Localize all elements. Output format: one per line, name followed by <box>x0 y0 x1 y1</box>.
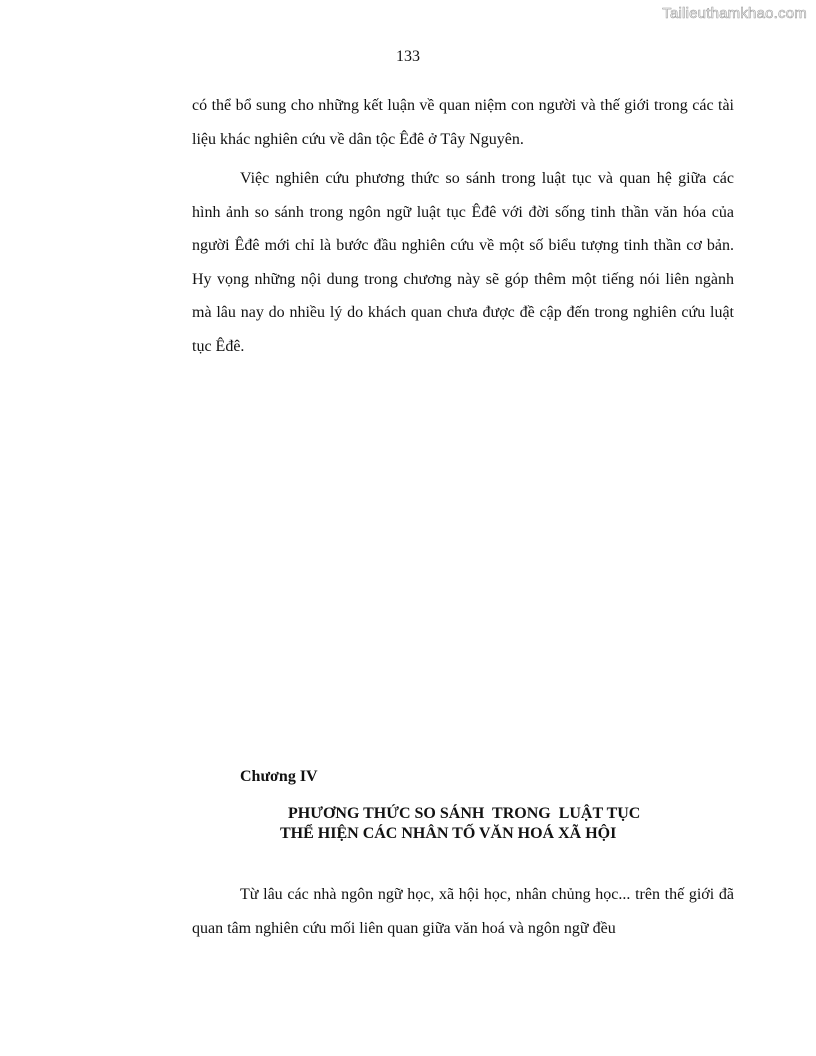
page-number: 133 <box>396 48 420 65</box>
chapter-label: Chương IV <box>240 768 318 785</box>
chapter-title-line-1: PHƯƠNG THỨC SO SÁNH TRONG LUẬT TỤC <box>288 805 641 822</box>
paragraph-chapter-intro: Từ lâu các nhà ngôn ngữ học, xã hội học, nhân chủng học... trên thế giới đã quan tâm nghiên cứu mối liên quan giữa văn hoá và ngôn ngữ đều <box>192 886 734 937</box>
watermark-text: Tailieuthamkhao.com <box>662 5 807 22</box>
chapter-title-line-2: THỂ HIỆN CÁC NHÂN TỐ VĂN HOÁ XÃ HỘI <box>280 825 617 842</box>
paragraph-continuation: có thể bổ sung cho những kết luận về quan niệm con người và thế giới trong các tài liệu khác nghiên cứu về dân tộc Êđê ở Tây Nguyên. <box>192 97 734 148</box>
paragraph-conclusion: Việc nghiên cứu phương thức so sánh trong luật tục và quan hệ giữa các hình ảnh so sánh trong ngôn ngữ luật tục Êđê với đời sống tinh thần văn hóa của người Êđê mới chỉ là bước đầu nghiên cứu về một số biểu tượng tinh thần cơ bản. Hy vọng những nội dung trong chương này sẽ góp thêm một tiếng nói liên ngành mà lâu nay do nhiều lý do khách quan chưa được đề cập đến trong nghiên cứu luật tục Êđê. <box>192 170 734 355</box>
